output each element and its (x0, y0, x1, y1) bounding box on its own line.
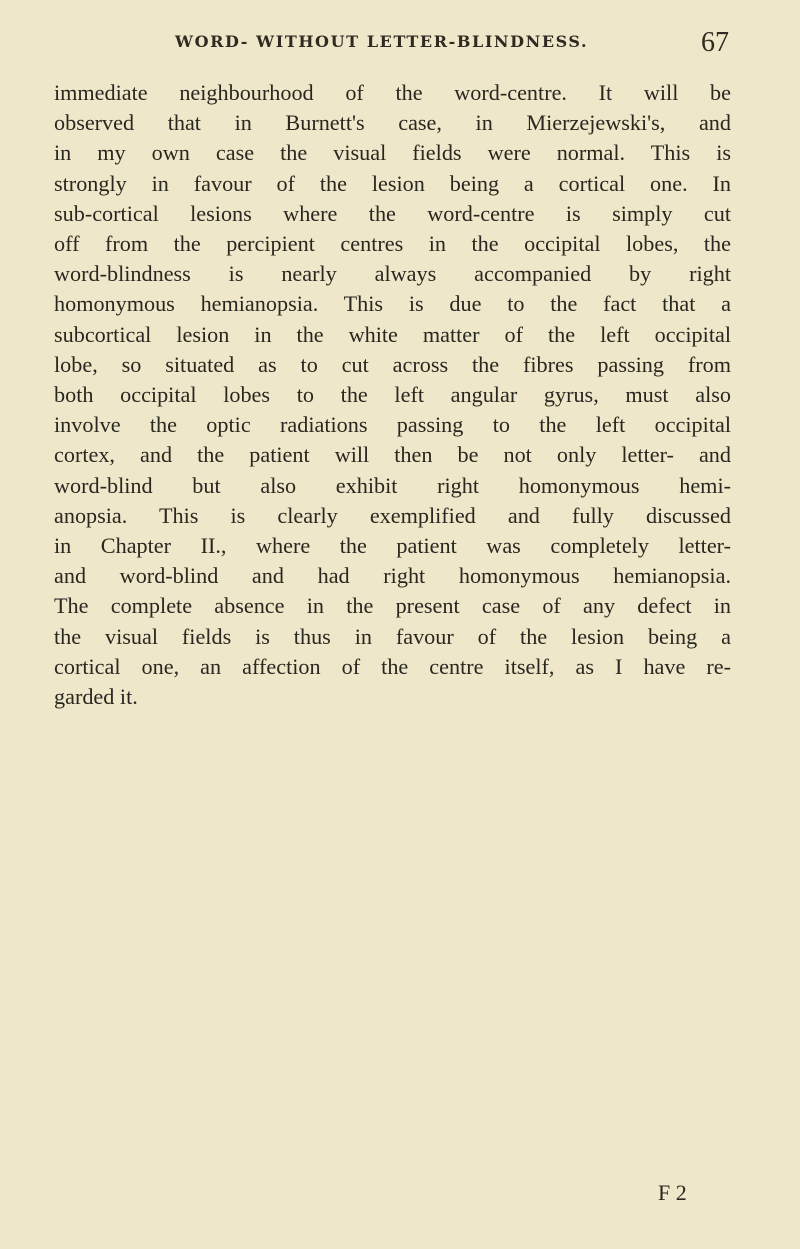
text-line: homonymous hemianopsia. This is due to the fact that a (54, 291, 731, 317)
text-line: The complete absence in the present case of any defect in (54, 593, 731, 619)
text-line: involve the optic radiations passing to the left occipital (54, 412, 731, 438)
text-line: lobe, so situated as to cut across the fibres passing from (54, 351, 731, 377)
text-line: and word-blind and had right homonymous hemianopsia. (54, 563, 731, 589)
text-line: anopsia. This is clearly exemplified and fully discussed (54, 502, 731, 528)
text-line: off from the percipient centres in the occipital lobes, the (54, 231, 731, 257)
text-line: word-blindness is nearly always accompanied by right (54, 261, 731, 287)
text-line: strongly in favour of the lesion being a cortical one. In (54, 170, 731, 196)
text-line: sub-cortical lesions where the word-centre is simply cut (54, 200, 731, 226)
text-line: subcortical lesion in the white matter of the left occipital (54, 321, 731, 347)
page-header (0, 27, 800, 60)
printer-signature-mark: F 2 (658, 1180, 687, 1205)
text-line: in Chapter II., where the patient was completely letter- (54, 533, 731, 559)
text-line: observed that in Burnett's case, in Mierzejewski's, and (54, 110, 731, 136)
body-paragraph (54, 78, 731, 712)
text-line: garded it. (54, 684, 138, 710)
text-line: the visual fields is thus in favour of the lesion being a (54, 623, 731, 649)
page-number: 67 (701, 27, 729, 58)
text-line: cortical one, an affection of the centre itself, as I have re- (54, 653, 731, 679)
text-line: cortex, and the patient will then be not only letter- and (54, 442, 731, 468)
text-line: immediate neighbourhood of the word-centre. It will be (54, 80, 731, 105)
text-line: both occipital lobes to the left angular gyrus, must also (54, 382, 731, 408)
text-line: in my own case the visual fields were normal. This is (54, 140, 731, 166)
text-line: word-blind but also exhibit right homonymous hemi- (54, 472, 731, 498)
running-title: WORD- WITHOUT LETTER-BLINDNESS. (175, 32, 589, 51)
